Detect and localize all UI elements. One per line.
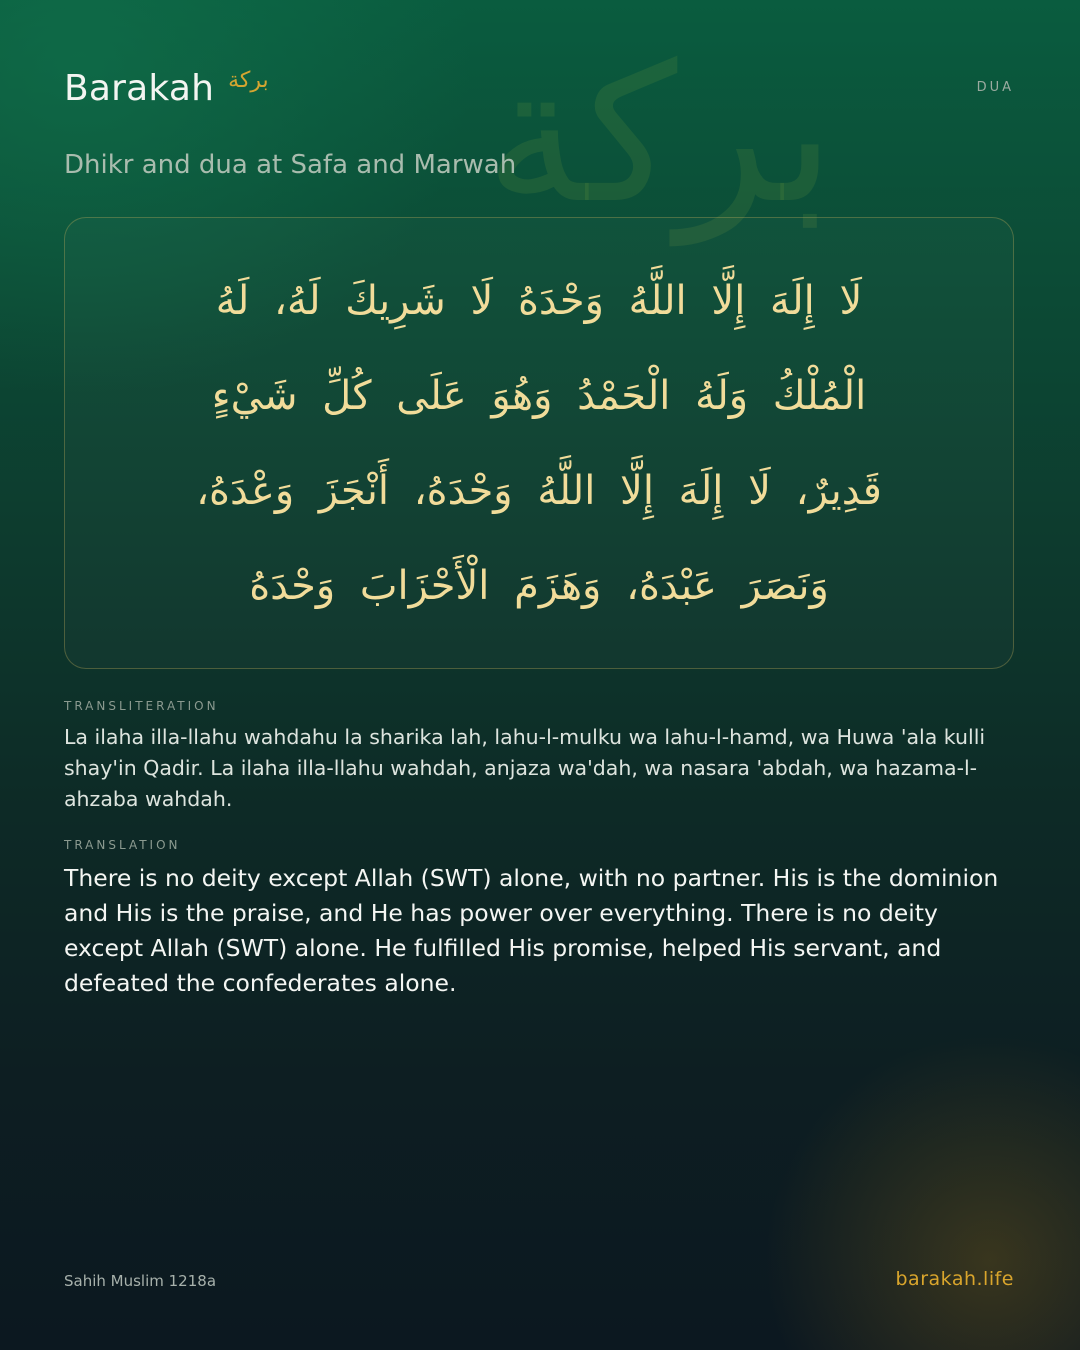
brand-watermark-arabic: بركة — [484, 24, 836, 245]
translation-text: There is no deity except Allah (SWT) alone, with no partner. His is the dominion and His is the praise, and He has power over everything. There is no deity except Allah (SWT) alone. He fulfilled His promise, helped His servant, and defeated the confederates alone. — [64, 864, 999, 997]
transliteration-text: La ilaha illa-llahu wahdahu la sharika lah, lahu-l-mulku wa lahu-l-hamd, wa Huwa 'ala kulli shay'in Qadir. La ilaha illa-llahu wahdah, anjaza wa'dah, wa nasara 'abdah, wa hazama-l-ahzaba wahdah. — [64, 725, 986, 811]
site-link[interactable]: barakah.life — [895, 1268, 1014, 1290]
arabic-text-card — [64, 217, 1014, 669]
arabic-line-2: الْمُلْكُ وَلَهُ الْحَمْدُ وَهُوَ عَلَى كُلِّ شَيْءٍ — [211, 373, 867, 419]
brand-name: Barakah — [64, 68, 215, 109]
arabic-line-4: وَنَصَرَ عَبْدَهُ، وَهَزَمَ الْأَحْزَابَ وَحْدَهُ — [249, 563, 829, 609]
transliteration-label: TRANSLITERATION — [64, 699, 219, 713]
arabic-line-3: قَدِيرٌ، لَا إِلَهَ إِلَّا اللَّهُ وَحْدَهُ، أَنْجَزَ وَعْدَهُ، — [196, 468, 882, 514]
source-citation: Sahih Muslim 1218a — [64, 1272, 217, 1290]
page-subtitle: Dhikr and dua at Safa and Marwah — [64, 150, 517, 180]
category-label: DUA — [976, 80, 1014, 95]
translation-label: TRANSLATION — [64, 838, 181, 852]
brand-logo — [64, 66, 269, 112]
arabic-line-1: لَا إِلَهَ إِلَّا اللَّهُ وَحْدَهُ لَا شَرِيكَ لَهُ، لَهُ — [215, 278, 863, 324]
brand-arabic-name: بركة — [228, 68, 269, 93]
